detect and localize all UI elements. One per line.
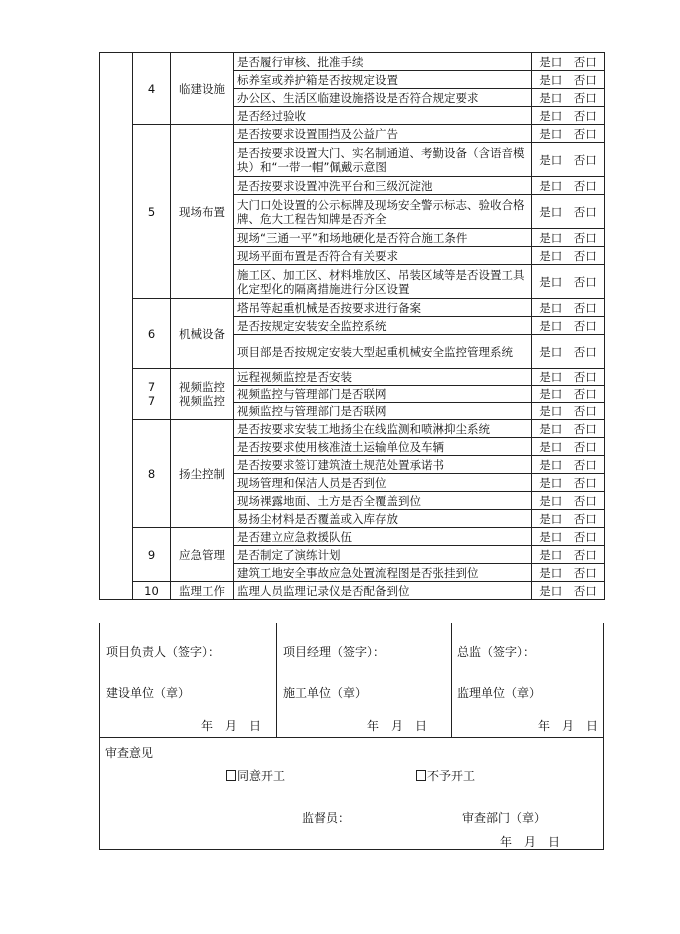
check-item: 施工区、加工区、材料堆放区、吊装区域等是否设置工具化定型化的隔离措施进行分区设置 <box>234 265 532 299</box>
item-number: 4 <box>133 53 171 125</box>
item-number: 10 <box>133 582 171 600</box>
check-item: 是否按规定安装安全监控系统 <box>234 317 532 335</box>
yes-no-checkbox[interactable]: 是口 否口 <box>532 438 605 456</box>
yes-no-checkbox[interactable]: 是口 否口 <box>532 456 605 474</box>
yes-no-checkbox[interactable]: 是口 否口 <box>532 582 605 600</box>
disagree-checkbox[interactable] <box>416 770 426 781</box>
yes-no-checkbox[interactable]: 是口 否口 <box>532 528 605 546</box>
check-item: 易扬尘材料是否覆盖或入库存放 <box>234 510 532 528</box>
contractor-date: 年 月 日 <box>367 719 428 733</box>
yes-no-checkbox[interactable]: 是口 否口 <box>532 317 605 335</box>
check-item: 视频监控与管理部门是否联网 <box>234 386 532 403</box>
check-item: 视频监控与管理部门是否联网 <box>234 403 532 420</box>
item-number: 5 <box>133 125 171 299</box>
item-number: 6 <box>133 299 171 369</box>
contractor-stamp-label: 施工单位（章） <box>283 686 368 700</box>
yes-no-checkbox[interactable]: 是口 否口 <box>532 71 605 89</box>
yes-no-checkbox[interactable]: 是口 否口 <box>532 125 605 143</box>
check-item: 现场“三通一平”和场地硬化是否符合施工条件 <box>234 229 532 247</box>
check-item: 项目部是否按规定安装大型起重机械安全监控管理系统 <box>234 335 532 369</box>
yes-no-checkbox[interactable]: 是口 否口 <box>532 107 605 125</box>
chief-supervisor-signature-label[interactable]: 总监（签字）： <box>457 645 536 659</box>
owner-date: 年 月 日 <box>201 719 262 733</box>
check-item: 是否按要求设置围挡及公益广告 <box>234 125 532 143</box>
check-item: 是否按要求设置大门、实名制通道、考勤设备（含语音模块）和“一带一帽”佩戴示意图 <box>234 143 532 177</box>
yes-no-checkbox[interactable]: 是口 否口 <box>532 386 605 403</box>
yes-no-checkbox[interactable]: 是口 否口 <box>532 403 605 420</box>
item-number: 9 <box>133 528 171 582</box>
check-item: 塔吊等起重机械是否按要求进行备案 <box>234 299 532 317</box>
yes-no-checkbox[interactable]: 是口 否口 <box>532 265 605 299</box>
contractor-signature-block <box>277 623 452 737</box>
yes-no-checkbox[interactable]: 是口 否口 <box>532 53 605 71</box>
owner-signature-label[interactable]: 项目负责人（签字）： <box>106 645 221 659</box>
yes-no-checkbox[interactable]: 是口 否口 <box>532 546 605 564</box>
signature-section <box>99 623 604 738</box>
yes-no-checkbox[interactable]: 是口 否口 <box>532 369 605 386</box>
check-item: 办公区、生活区临建设施搭设是否符合规定要求 <box>234 89 532 107</box>
check-item: 是否建立应急救援队伍 <box>234 528 532 546</box>
supervisor-date: 年 月 日 <box>538 719 599 733</box>
yes-no-checkbox[interactable]: 是口 否口 <box>532 420 605 438</box>
yes-no-checkbox[interactable]: 是口 否口 <box>532 89 605 107</box>
check-item: 是否按要求签订建筑渣土规范处置承诺书 <box>234 456 532 474</box>
check-item: 是否履行审核、批准手续 <box>234 53 532 71</box>
category-cell <box>171 369 234 420</box>
disagree-label: 不予开工 <box>427 769 476 783</box>
yes-no-checkbox[interactable]: 是口 否口 <box>532 335 605 369</box>
checklist-table <box>99 52 605 600</box>
contractor-signature-label[interactable]: 项目经理（签字）： <box>283 645 386 659</box>
item-number: 8 <box>133 420 171 528</box>
owner-signature-block <box>100 623 277 737</box>
category-cell: 现场布置 <box>171 125 234 299</box>
check-item: 现场平面布置是否符合有关要求 <box>234 247 532 265</box>
yes-no-checkbox[interactable]: 是口 否口 <box>532 177 605 195</box>
check-item: 大门口处设置的公示标牌及现场安全警示标志、验收合格牌、危大工程告知牌是否齐全 <box>234 195 532 229</box>
check-item: 监理人员监理记录仪是否配备到位 <box>234 582 532 600</box>
category-cell: 机械设备 <box>171 299 234 369</box>
yes-no-checkbox[interactable]: 是口 否口 <box>532 564 605 582</box>
disagree-option[interactable] <box>416 767 475 784</box>
yes-no-checkbox[interactable]: 是口 否口 <box>532 510 605 528</box>
supervisor-signature-block <box>452 623 603 737</box>
left-margin-column <box>100 53 133 600</box>
agree-label: 同意开工 <box>237 769 286 783</box>
category-cell: 监理工作 <box>171 582 234 600</box>
yes-no-checkbox[interactable]: 是口 否口 <box>532 247 605 265</box>
review-dept-stamp-label: 审查部门（章） <box>462 811 547 825</box>
check-item: 远程视频监控是否安装 <box>234 369 532 386</box>
check-item: 现场管理和保洁人员是否到位 <box>234 474 532 492</box>
check-item: 是否经过验收 <box>234 107 532 125</box>
item-number <box>133 369 171 420</box>
check-item: 建筑工地安全事故应急处置流程图是否张挂到位 <box>234 564 532 582</box>
check-item: 是否按要求使用核准渣土运输单位及车辆 <box>234 438 532 456</box>
category-label-a: 视频监控 <box>179 380 225 394</box>
yes-no-checkbox[interactable]: 是口 否口 <box>532 492 605 510</box>
check-item: 标养室或养护箱是否按规定设置 <box>234 71 532 89</box>
yes-no-checkbox[interactable]: 是口 否口 <box>532 474 605 492</box>
check-item: 现场裸露地面、土方是否全覆盖到位 <box>234 492 532 510</box>
check-item: 是否按要求设置冲洗平台和三级沉淀池 <box>234 177 532 195</box>
category-label-b: 视频监控 <box>179 394 225 408</box>
check-item: 是否制定了演练计划 <box>234 546 532 564</box>
check-item: 是否按要求安装工地扬尘在线监测和喷淋抑尘系统 <box>234 420 532 438</box>
yes-no-checkbox[interactable]: 是口 否口 <box>532 299 605 317</box>
category-cell: 应急管理 <box>171 528 234 582</box>
review-title: 审查意见 <box>105 746 154 760</box>
review-section <box>99 737 604 850</box>
review-date: 年 月 日 <box>500 835 561 849</box>
yes-no-checkbox[interactable]: 是口 否口 <box>532 229 605 247</box>
yes-no-checkbox[interactable]: 是口 否口 <box>532 143 605 177</box>
category-cell: 扬尘控制 <box>171 420 234 528</box>
owner-stamp-label: 建设单位（章） <box>106 686 191 700</box>
item-number-b: 7 <box>147 394 156 408</box>
inspector-signature-label[interactable]: 监督员： <box>302 811 351 825</box>
supervisor-stamp-label: 监理单位（章） <box>457 686 542 700</box>
item-number-a: 7 <box>147 380 156 394</box>
agree-option[interactable] <box>226 767 285 784</box>
category-cell: 临建设施 <box>171 53 234 125</box>
agree-checkbox[interactable] <box>226 770 236 781</box>
yes-no-checkbox[interactable]: 是口 否口 <box>532 195 605 229</box>
